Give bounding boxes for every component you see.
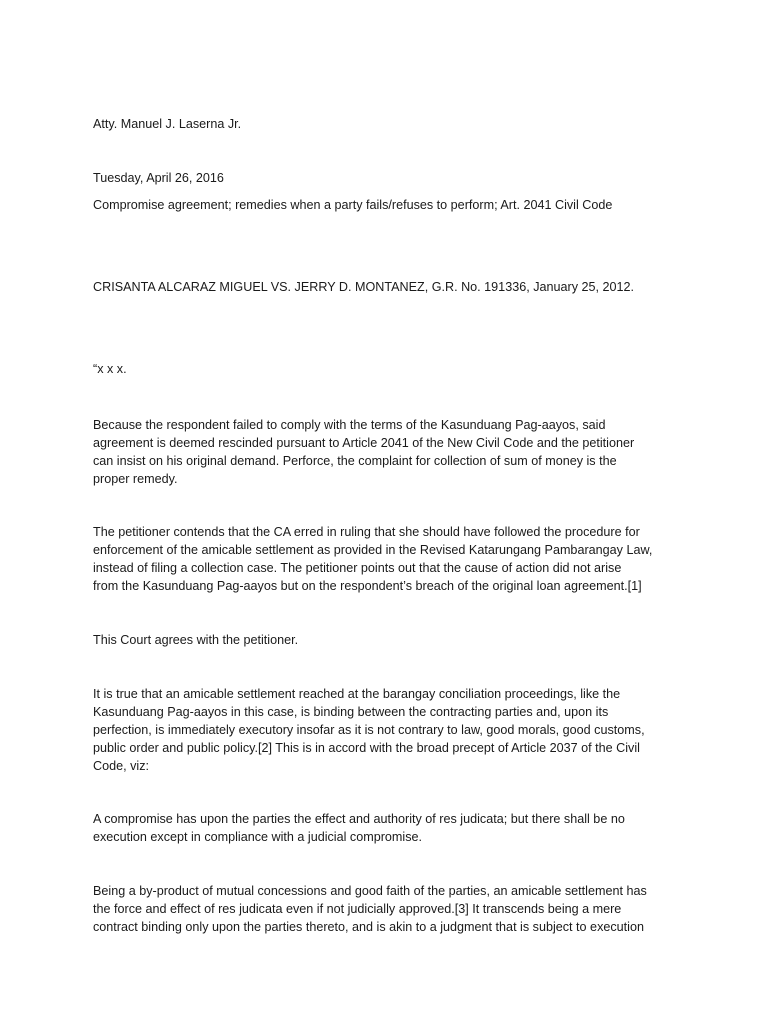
- paragraph-line: It is true that an amicable settlement reached at the barangay conciliation proceedings, like the: [93, 687, 621, 701]
- paragraph-line: instead of filing a collection case. The petitioner points out that the cause of action did not arise: [93, 561, 622, 575]
- paragraph-line: agreement is deemed rescinded pursuant to Article 2041 of the New Civil Code and the petitioner: [93, 436, 635, 450]
- paragraph-line: Being a by-product of mutual concessions and good faith of the parties, an amicable settlement has: [93, 884, 647, 898]
- paragraph-6: [93, 882, 683, 936]
- author-line: Atty. Manuel J. Laserna Jr.: [93, 117, 242, 131]
- paragraph-3: [93, 631, 683, 649]
- case-title: CRISANTA ALCARAZ MIGUEL VS. JERRY D. MONTANEZ, G.R. No. 191336, January 25, 2012.: [93, 280, 635, 294]
- paragraph-line: proper remedy.: [93, 472, 178, 486]
- paragraph-line: from the Kasunduang Pag-aayos but on the respondent’s breach of the original loan agreement.[1]: [93, 579, 642, 593]
- subject-line: Compromise agreement; remedies when a party fails/refuses to perform; Art. 2041 Civil Code: [93, 198, 613, 212]
- paragraph-line: can insist on his original demand. Perforce, the complaint for collection of sum of money is the: [93, 454, 617, 468]
- paragraph-line: Because the respondent failed to comply with the terms of the Kasunduang Pag-aayos, said: [93, 418, 606, 432]
- date-line: Tuesday, April 26, 2016: [93, 171, 224, 185]
- paragraph-line: public order and public policy.[2] This is in accord with the broad precept of Article 2037 of the Civil: [93, 741, 640, 755]
- paragraph-line: Kasunduang Pag-aayos in this case, is binding between the contracting parties and, upon its: [93, 705, 609, 719]
- paragraph-line: This Court agrees with the petitioner.: [93, 633, 299, 647]
- paragraph-4: [93, 685, 683, 775]
- paragraph-line: A compromise has upon the parties the effect and authority of res judicata; but there shall be no: [93, 812, 625, 826]
- paragraph-line: contract binding only upon the parties thereto, and is akin to a judgment that is subject to execution: [93, 920, 644, 934]
- paragraph-line: Code, viz:: [93, 759, 149, 773]
- quoted-provision: [93, 810, 683, 846]
- paragraph-line: perfection, is immediately executory insofar as it is not contrary to law, good morals, good customs,: [93, 723, 645, 737]
- paragraph-line: execution except in compliance with a judicial compromise.: [93, 830, 422, 844]
- paragraph-line: enforcement of the amicable settlement as provided in the Revised Katarungang Pambarangay Law,: [93, 543, 653, 557]
- paragraph-line: The petitioner contends that the CA erred in ruling that she should have followed the procedure for: [93, 525, 640, 539]
- opening-line: “x x x.: [93, 362, 127, 376]
- paragraph-2: [93, 523, 683, 595]
- paragraph-1: [93, 416, 683, 488]
- paragraph-line: the force and effect of res judicata even if not judicially approved.[3] It transcends being a mere: [93, 902, 622, 916]
